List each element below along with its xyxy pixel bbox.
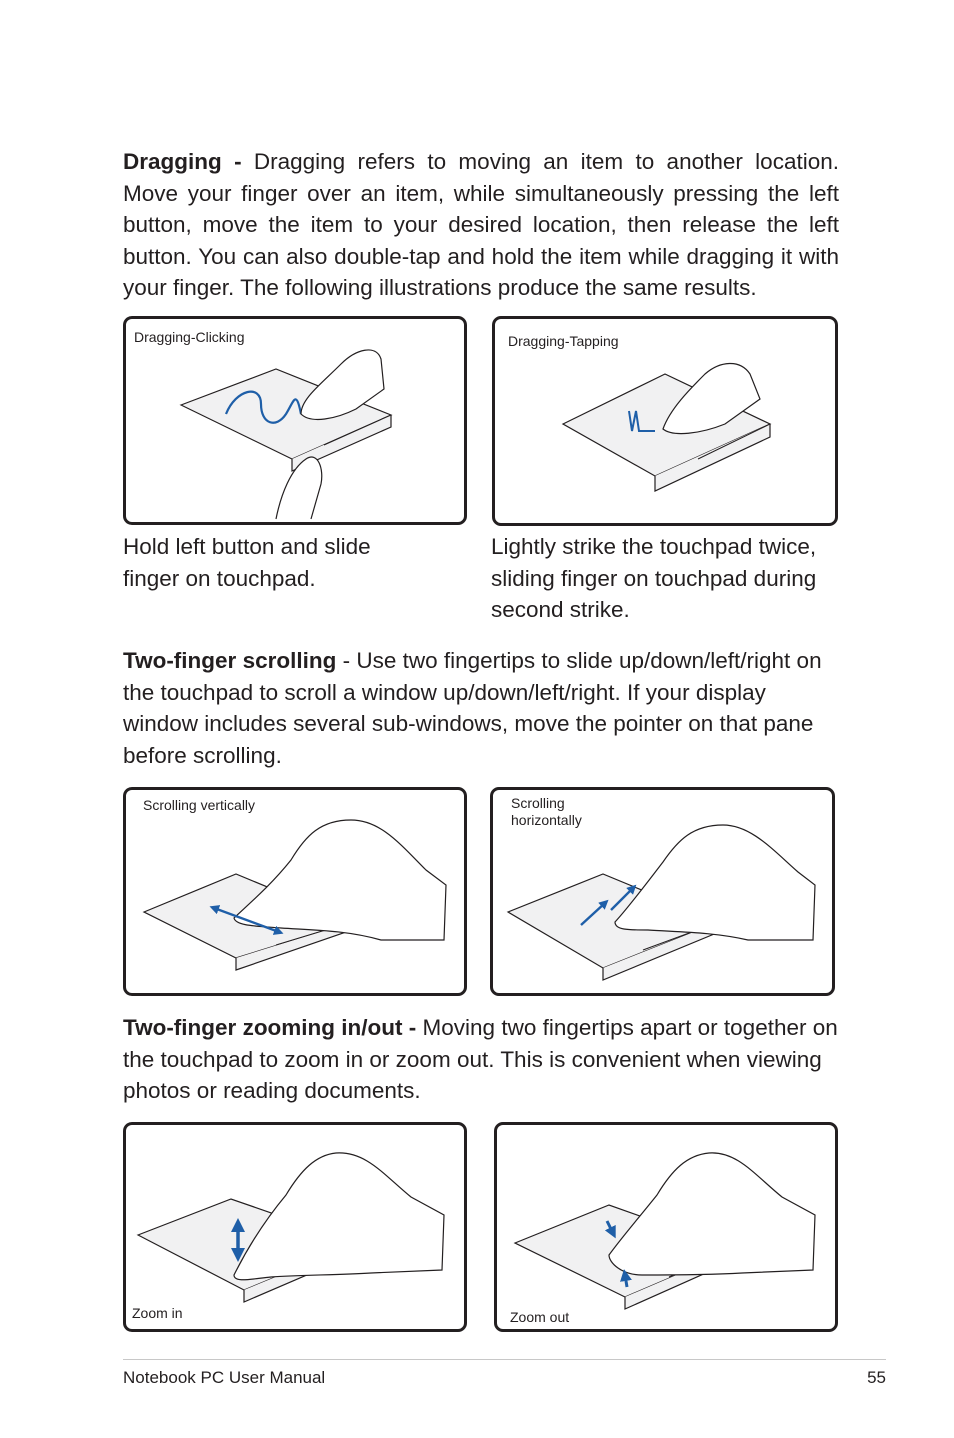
drag-tap-caption: Lightly strike the touchpad twice, sliding finger on touchpad during second strike.	[491, 534, 817, 622]
zooming-paragraph	[123, 1012, 839, 1107]
drag-tap-figure	[492, 316, 838, 526]
drag-click-figure	[123, 316, 467, 525]
zoom-in-figure	[123, 1122, 467, 1332]
scroll-horizontal-figure	[490, 787, 835, 996]
dragging-heading: Dragging -	[123, 149, 242, 174]
scroll-vertical-label: Scrolling vertically	[143, 797, 256, 813]
page-number: 55	[867, 1368, 886, 1387]
drag-click-caption: Hold left button and slide finger on touchpad.	[123, 534, 371, 591]
scrolling-heading: Two-finger scrolling	[123, 648, 337, 673]
scrolling-text: - Use two fingertips to slide up/down/left/right on the touchpad to scroll a window up/down/left/right. If your display window includes several sub-windows, move the pointer on that pane before scrolling.	[123, 648, 822, 768]
zoom-in-illustration	[126, 1125, 464, 1329]
scroll-vertical-illustration	[126, 790, 464, 993]
footer-rule	[123, 1359, 886, 1360]
scroll-horizontal-label: Scrolling horizontally	[511, 795, 582, 828]
zoom-out-label: Zoom out	[510, 1309, 570, 1325]
zooming-heading: Two-finger zooming in/out -	[123, 1015, 417, 1040]
zoom-out-figure	[494, 1122, 838, 1332]
drag-click-illustration	[126, 319, 464, 522]
scroll-vertical-figure	[123, 787, 467, 996]
zoom-in-label: Zoom in	[132, 1305, 183, 1321]
scrolling-paragraph	[123, 645, 839, 771]
footer-title: Notebook PC User Manual	[123, 1368, 326, 1387]
drag-tap-label: Dragging-Tapping	[508, 333, 619, 349]
zooming-text: Moving two fingertips apart or together on the touchpad to zoom in or zoom out. This is convenient when viewing photos or reading documents.	[123, 1015, 838, 1103]
zoom-out-illustration	[497, 1125, 835, 1329]
dragging-paragraph	[123, 146, 839, 304]
drag-click-label: Dragging-Clicking	[134, 329, 245, 345]
dragging-text: Dragging refers to moving an item to another location. Move your finger over an item, while simultaneously pressing the left button, move the item to your desired location, then release the left button. You can also double-tap and hold the item while dragging it with your finger. The following illustrations produce the same results.	[123, 149, 839, 300]
